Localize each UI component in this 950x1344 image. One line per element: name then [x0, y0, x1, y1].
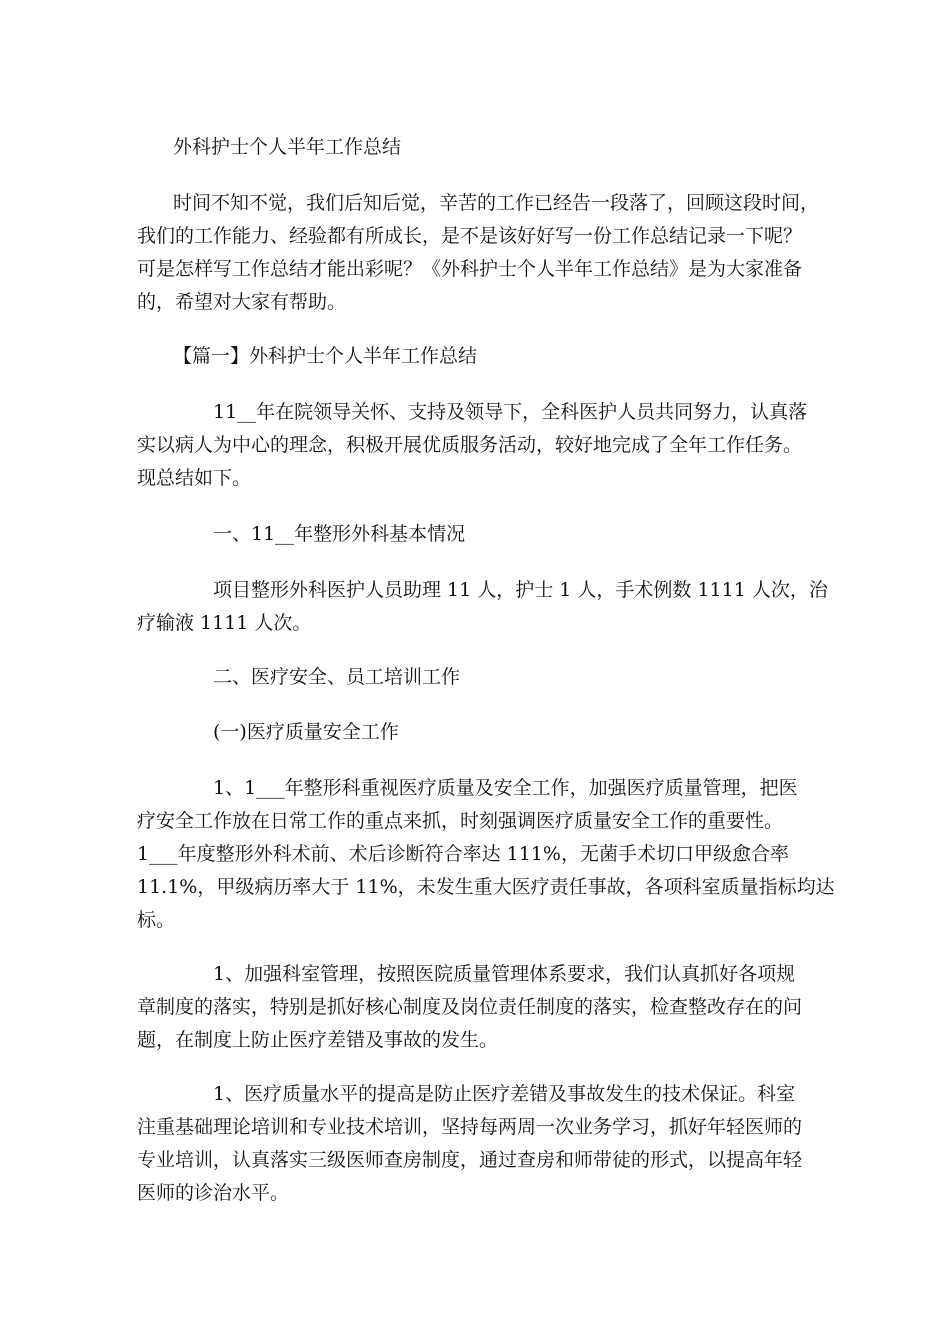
para4-line-2: 章制度的落实，特别是抓好核心制度及岗位责任制度的落实，检查整改存在的问: [137, 996, 803, 1018]
paragraph-3: [137, 772, 835, 937]
para4-line-3: 题，在制度上防止医疗差错及事故的发生。: [137, 1029, 499, 1051]
paragraph-4: [137, 958, 802, 1057]
para3-line-3: 1___年度整形外科术前、术后诊断符合率达 111%，无菌手术切口甲级愈合率: [137, 843, 789, 865]
para3-line-5: 标。: [137, 909, 176, 931]
para3-line-2: 疗安全工作放在日常工作的重点来抓，时刻强调医疗质量安全工作的重要性。: [137, 810, 784, 832]
para5-line-3: 专业培训，认真落实三级医师查房制度，通过查房和师带徒的形式，以提高年轻: [137, 1149, 803, 1171]
title-text: 外科护士个人半年工作总结: [173, 136, 402, 158]
para1-line-2: 实以病人为中心的理念，积极开展优质服务活动，较好地完成了全年工作任务。: [137, 434, 803, 456]
heading-1-text: 一、11__年整形外科基本情况: [213, 523, 466, 545]
heading-1: [213, 518, 465, 551]
paragraph-2: [137, 574, 828, 640]
heading-3: [213, 716, 399, 749]
heading-2: [213, 661, 460, 694]
para1-line-1: 11__年在院领导关怀、支持及领导下，全科医护人员共同努力，认真落: [213, 401, 808, 423]
section-heading-text: 【篇一】外科护士个人半年工作总结: [173, 345, 478, 367]
intro-paragraph: [137, 187, 819, 319]
section-heading: [173, 340, 477, 373]
intro-line-4: 的，希望对大家有帮助。: [137, 291, 347, 313]
intro-line-3: 可是怎样写工作总结才能出彩呢？《外科护士个人半年工作总结》是为大家准备: [137, 258, 803, 280]
para2-line-1: 项目整形外科医护人员助理 11 人，护士 1 人，手术例数 1111 人次，治: [213, 579, 828, 601]
document-title: [173, 131, 401, 164]
para1-line-3: 现总结如下。: [137, 467, 252, 489]
para5-line-2: 注重基础理论培训和专业技术培训，坚持每两周一次业务学习，抓好年轻医师的: [137, 1116, 803, 1138]
heading-2-text: 二、医疗安全、员工培训工作: [213, 666, 461, 688]
paragraph-1: [137, 396, 807, 495]
intro-line-1: 时间不知不觉，我们后知后觉，辛苦的工作已经告一段落了，回顾这段时间，: [173, 192, 820, 214]
paragraph-5: [137, 1078, 802, 1210]
para5-line-4: 医师的诊治水平。: [137, 1182, 290, 1204]
heading-3-text: (一)医疗质量安全工作: [213, 721, 399, 743]
para4-line-1: 1、加强科室管理，按照医院质量管理体系要求，我们认真抓好各项规: [213, 963, 796, 985]
para3-line-1: 1、1___年整形科重视医疗质量及安全工作，加强医疗质量管理，把医: [213, 777, 798, 799]
para3-line-4: 11.1%，甲级病历率大于 11%，未发生重大医疗责任事故，各项科室质量指标均达: [137, 876, 835, 898]
para5-line-1: 1、医疗质量水平的提高是防止医疗差错及事故发生的技术保证。科室: [213, 1083, 796, 1105]
intro-line-2: 我们的工作能力、经验都有所成长，是不是该好好写一份工作总结记录一下呢？: [137, 225, 803, 247]
para2-line-2: 疗输液 1111 人次。: [137, 612, 312, 634]
